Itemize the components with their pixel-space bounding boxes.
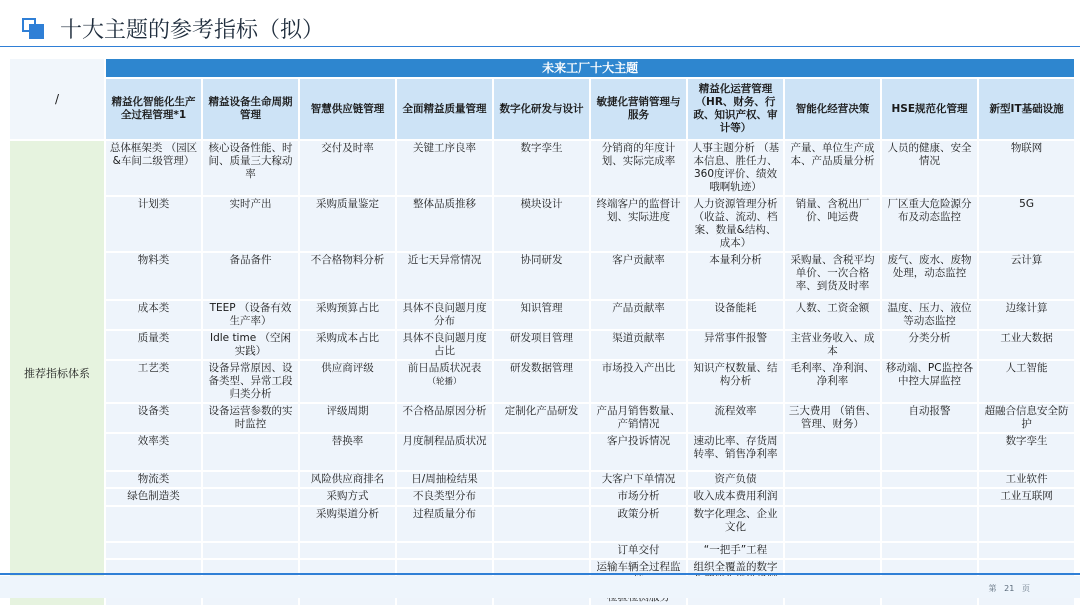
page-prefix: 第 xyxy=(988,584,997,593)
table-cell xyxy=(494,434,589,470)
table-cell: 毛利率、净利润、净利率 xyxy=(785,361,880,402)
table-cell: 政策分析 xyxy=(591,507,686,541)
table-cell: 人力资源管理分析（收益、流动、档案、数量&结构、成本） xyxy=(688,197,783,251)
table-cell: “一把手”工程 xyxy=(688,543,783,558)
table-cell: 知识产权数量、结构分析 xyxy=(688,361,783,402)
table-cell xyxy=(785,507,880,541)
table-cell: 本量利分析 xyxy=(688,253,783,299)
table-cell: 采购成本占比 xyxy=(300,331,395,359)
table-cell: 采购渠道分析 xyxy=(300,507,395,541)
column-header: 智能化经营决策 xyxy=(785,79,880,139)
table-cell: 运输车辆全过程监 xyxy=(591,560,686,588)
table-cell xyxy=(203,472,298,487)
table-cell xyxy=(882,543,977,558)
table-cell: 5G xyxy=(979,197,1074,251)
table-cell: 云计算 xyxy=(979,253,1074,299)
table-cell xyxy=(882,434,977,470)
column-header: 精益化运营管理（HR、财务、行政、知识产权、审计等） xyxy=(688,79,783,139)
table-row xyxy=(10,507,1074,541)
table-cell xyxy=(203,434,298,470)
table-cell xyxy=(106,507,201,541)
table-cell xyxy=(979,507,1074,541)
table-cell: 流程效率 xyxy=(688,404,783,432)
table-cell: 模块设计 xyxy=(494,197,589,251)
table-cell: 关键工序良率 xyxy=(397,141,492,195)
table-cell: 数字孪生 xyxy=(494,141,589,195)
table-cell: 人数、工资金额 xyxy=(785,301,880,329)
table-row xyxy=(10,472,1074,487)
table-row xyxy=(10,253,1074,299)
table-cell: 分类分析 xyxy=(882,331,977,359)
table-cell: 物联网 xyxy=(979,141,1074,195)
table-cell: 研发项目管理 xyxy=(494,331,589,359)
table-cell xyxy=(882,507,977,541)
table-cell: 不合格品原因分析 xyxy=(397,404,492,432)
table-cell: 日/周抽检结果 xyxy=(397,472,492,487)
column-header: 智慧供应链管理 xyxy=(300,79,395,139)
table-cell: 供应商评级 xyxy=(300,361,395,402)
table-cell: 自动报警 xyxy=(882,404,977,432)
table-cell: 采购质量鉴定 xyxy=(300,197,395,251)
title-bar xyxy=(0,0,1080,60)
table-cell: 成本类 xyxy=(106,301,201,329)
footer-strip xyxy=(0,576,1080,598)
table-body xyxy=(10,141,1074,605)
table-cell: 市场分析 xyxy=(591,489,686,505)
column-header: 新型IT基础设施 xyxy=(979,79,1074,139)
table-cell: 组织全覆盖的数字 xyxy=(688,560,783,588)
table-cell: 人事主题分析 （基本信息、胜任力、360度评价、绩效哦啊轨迹） xyxy=(688,141,783,195)
table-cell: 物流类 xyxy=(106,472,201,487)
table-cell: 不合格物料分析 xyxy=(300,253,395,299)
table-cell: 协同研发 xyxy=(494,253,589,299)
table-cell: 交付及时率 xyxy=(300,141,395,195)
table-cell: 近七天异常情况 xyxy=(397,253,492,299)
table-cell: 研发数据管理 xyxy=(494,361,589,402)
table-cell: 整体品质推移 xyxy=(397,197,492,251)
table-cell: 废气、废水、废物处理，动态监控 xyxy=(882,253,977,299)
table-cell xyxy=(203,543,298,558)
table-cell xyxy=(785,434,880,470)
table-cell: 终端客户的监督计划、实际进度 xyxy=(591,197,686,251)
table-cell: 主营业务收入、成本 xyxy=(785,331,880,359)
table-cell: 三大费用 （销售、管理、财务） xyxy=(785,404,880,432)
table-row xyxy=(10,141,1074,195)
table-cell: 物料类 xyxy=(106,253,201,299)
table-cell: 质量类 xyxy=(106,331,201,359)
table-cell: 效率类 xyxy=(106,434,201,470)
table-cell: 工艺类 xyxy=(106,361,201,402)
column-header: 全面精益质量管理 xyxy=(397,79,492,139)
table-cell: 知识管理 xyxy=(494,301,589,329)
table-cell: 采购量、含税平均单价、一次合格率、到货及时率 xyxy=(785,253,880,299)
table-cell: 客户投诉情况 xyxy=(591,434,686,470)
table-cell: 产品贡献率 xyxy=(591,301,686,329)
table-cell: 工业互联网 xyxy=(979,489,1074,505)
table-cell: 设备运营参数的实时监控 xyxy=(203,404,298,432)
table-cell xyxy=(882,489,977,505)
table-cell xyxy=(300,543,395,558)
table-cell: 采购预算占比 xyxy=(300,301,395,329)
page-suffix: 页 xyxy=(1022,584,1030,593)
table-cell: 采购方式 xyxy=(300,489,395,505)
table-cell: 总体框架类 （园区&车间二级管理） xyxy=(106,141,201,195)
side-label: 推荐指标体系 xyxy=(10,141,104,605)
table-cell: 人员的健康、安全情况 xyxy=(882,141,977,195)
table-cell: 异常事件报警 xyxy=(688,331,783,359)
table-cell: 分销商的年度计划、实际完成率 xyxy=(591,141,686,195)
table-cell: 具体不良问题月度分布 xyxy=(397,301,492,329)
title-divider xyxy=(0,46,1080,47)
table-cell: 设备异常原因、设备类型、异常工段归类分析 xyxy=(203,361,298,402)
table-row xyxy=(10,434,1074,470)
table-cell xyxy=(494,472,589,487)
table-cell: 边缘计算 xyxy=(979,301,1074,329)
table-cell: 大客户下单情况 xyxy=(591,472,686,487)
table-cell: 核心设备性能、时间、质量三大稼动率 xyxy=(203,141,298,195)
column-header: 敏捷化营销管理与服务 xyxy=(591,79,686,139)
table-cell: 定制化产品研发 xyxy=(494,404,589,432)
table-cell: 工业大数据 xyxy=(979,331,1074,359)
table-cell xyxy=(106,543,201,558)
column-header: 精益化智能化生产全过程管理*1 xyxy=(106,79,201,139)
table-cell: 具体不良问题月度占比 xyxy=(397,331,492,359)
table-row xyxy=(10,197,1074,251)
table-cell: 超融合信息安全防护 xyxy=(979,404,1074,432)
table-cell xyxy=(203,489,298,505)
column-header: 精益设备生命周期管理 xyxy=(203,79,298,139)
table-cell: 前日品质状况表 （轮播） xyxy=(397,361,492,402)
table-cell: Idle time （空闲实践） xyxy=(203,331,298,359)
page-number xyxy=(989,583,1030,594)
table-cell: 替换率 xyxy=(300,434,395,470)
table-cell: 数字化理念、企业文化 xyxy=(688,507,783,541)
table-row xyxy=(10,361,1074,402)
table-cell: TEEP （设备有效生产率） xyxy=(203,301,298,329)
table-cell: 不良类型分布 xyxy=(397,489,492,505)
table-cell: 工业软件 xyxy=(979,472,1074,487)
table-cell: 收入成本费用利润 xyxy=(688,489,783,505)
table-row xyxy=(10,331,1074,359)
column-header: HSE规范化管理 xyxy=(882,79,977,139)
table-row xyxy=(10,404,1074,432)
indicator-table xyxy=(8,57,1076,607)
table-cell: 实时产出 xyxy=(203,197,298,251)
table-row xyxy=(10,543,1074,558)
table-cell: 产量、单位生产成本、产品质量分析 xyxy=(785,141,880,195)
table-cell xyxy=(494,507,589,541)
table-cell: 计划类 xyxy=(106,197,201,251)
table-cell: 速动比率、存货周转率、销售净利率 xyxy=(688,434,783,470)
table-cell xyxy=(785,472,880,487)
header-row xyxy=(10,79,1074,139)
table-cell: 移动端、PC监控各中控大屏监控 xyxy=(882,361,977,402)
table-cell: 温度、压力、液位等动态监控 xyxy=(882,301,977,329)
table-cell xyxy=(785,543,880,558)
table-cell xyxy=(785,489,880,505)
indicator-table-container xyxy=(8,57,1072,573)
table-cell: 设备类 xyxy=(106,404,201,432)
table-row xyxy=(10,489,1074,505)
table-cell: 市场投入产出比 xyxy=(591,361,686,402)
table-cell xyxy=(494,543,589,558)
footer-divider xyxy=(0,573,1080,575)
table-cell: 评级周期 xyxy=(300,404,395,432)
table-cell xyxy=(397,543,492,558)
column-header: 数字化研发与设计 xyxy=(494,79,589,139)
table-cell: 绿色制造类 xyxy=(106,489,201,505)
table-cell: 订单交付 xyxy=(591,543,686,558)
table-cell: 数字孪生 xyxy=(979,434,1074,470)
table-row xyxy=(10,301,1074,329)
table-cell: 销量、含税出厂价、吨运费 xyxy=(785,197,880,251)
table-cell xyxy=(979,543,1074,558)
table-cell: 产品月销售数量、产销情况 xyxy=(591,404,686,432)
table-cell xyxy=(203,507,298,541)
table-cell: 人工智能 xyxy=(979,361,1074,402)
table-cell xyxy=(494,489,589,505)
table-cell: 过程质量分布 xyxy=(397,507,492,541)
table-cell: 设备能耗 xyxy=(688,301,783,329)
super-header: 未来工厂十大主题 xyxy=(106,59,1074,77)
table-cell: 资产负债 xyxy=(688,472,783,487)
table-cell: 备品备件 xyxy=(203,253,298,299)
table-cell: 客户贡献率 xyxy=(591,253,686,299)
page-number-value: 21 xyxy=(1004,584,1015,593)
title-square-filled-icon xyxy=(29,24,44,39)
table-cell: 风险供应商排名 xyxy=(300,472,395,487)
table-cell: 厂区重大危险源分布及动态监控 xyxy=(882,197,977,251)
table-cell: 月度制程品质状况 xyxy=(397,434,492,470)
corner-cell: / xyxy=(10,59,104,139)
table-cell: 渠道贡献率 xyxy=(591,331,686,359)
table-cell xyxy=(882,472,977,487)
page-title: 十大主题的参考指标（拟） xyxy=(60,18,325,43)
